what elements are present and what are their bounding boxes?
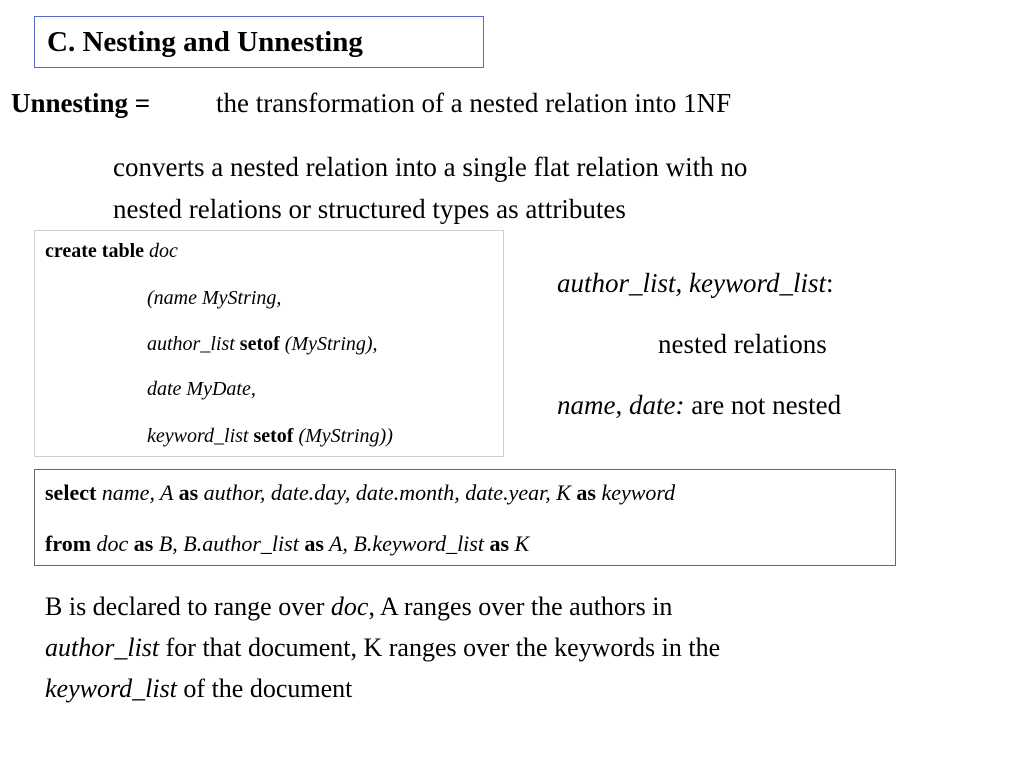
explanation-text: , A ranges over the authors in (368, 592, 673, 621)
select-part-1: name, A (96, 480, 179, 505)
unnesting-detail-line-1: converts a nested relation into a single flat relation with no (113, 152, 748, 182)
date-attribute-line: date MyDate, (147, 378, 256, 400)
explanation-text: for that document, K ranges over the keywords in the (159, 633, 721, 662)
explanation-line-2 (45, 633, 720, 663)
table-name: doc (149, 240, 178, 262)
explanation-doc: doc (330, 592, 369, 621)
flat-attributes: name, date: (557, 390, 685, 420)
keyword-list-attribute-line (147, 425, 393, 448)
unnesting-term: Unnesting = (11, 88, 151, 118)
explanation-line-3 (45, 674, 352, 704)
keyword-list-type: (MyString)) (298, 425, 393, 447)
select-keyword: select (45, 480, 97, 505)
explanation-text: B is declared to range over (45, 592, 331, 621)
from-clause (45, 531, 529, 557)
explanation-line-1 (45, 592, 672, 622)
setof-keyword: setof (239, 333, 280, 355)
nested-colon: : (826, 268, 834, 298)
from-part-4: K (509, 531, 530, 556)
create-table-line (45, 240, 178, 263)
select-part-2: author, date.day, date.month, date.year, K (198, 480, 577, 505)
nested-relations-desc: nested relations (658, 329, 827, 359)
explanation-author-list: author_list (45, 633, 160, 662)
as-keyword: as (576, 480, 596, 505)
as-keyword: as (133, 531, 154, 556)
explanation-text: of the document (176, 674, 353, 703)
select-part-3: keyword (595, 480, 676, 505)
author-list-type: (MyString), (284, 333, 378, 355)
flat-attributes-desc: are not nested (684, 390, 842, 420)
keyword-list-attr: keyword_list (147, 425, 249, 447)
unnesting-detail-line-2: nested relations or structured types as attributes (113, 194, 626, 224)
unnesting-definition: the transformation of a nested relation into 1NF (216, 88, 732, 118)
slide-title: C. Nesting and Unnesting (47, 26, 363, 58)
nested-attributes-note (557, 268, 834, 299)
as-keyword: as (178, 480, 199, 505)
as-keyword: as (489, 531, 510, 556)
explanation-keyword-list: keyword_list (45, 674, 177, 703)
as-keyword: as (304, 531, 324, 556)
from-part-1: doc (91, 531, 134, 556)
flat-attributes-note (557, 390, 841, 421)
from-part-2: B, B.author_list (153, 531, 305, 556)
select-clause (45, 480, 675, 506)
setof-keyword: setof (253, 425, 294, 447)
name-attribute-line: (name MyString, (147, 287, 282, 309)
create-table-keyword: create table (45, 240, 145, 262)
from-part-3: A, B.keyword_list (323, 531, 490, 556)
from-keyword: from (45, 531, 92, 556)
author-list-attr: author_list (147, 333, 235, 355)
author-list-attribute-line (147, 333, 378, 356)
nested-attributes: author_list, keyword_list (557, 268, 826, 298)
